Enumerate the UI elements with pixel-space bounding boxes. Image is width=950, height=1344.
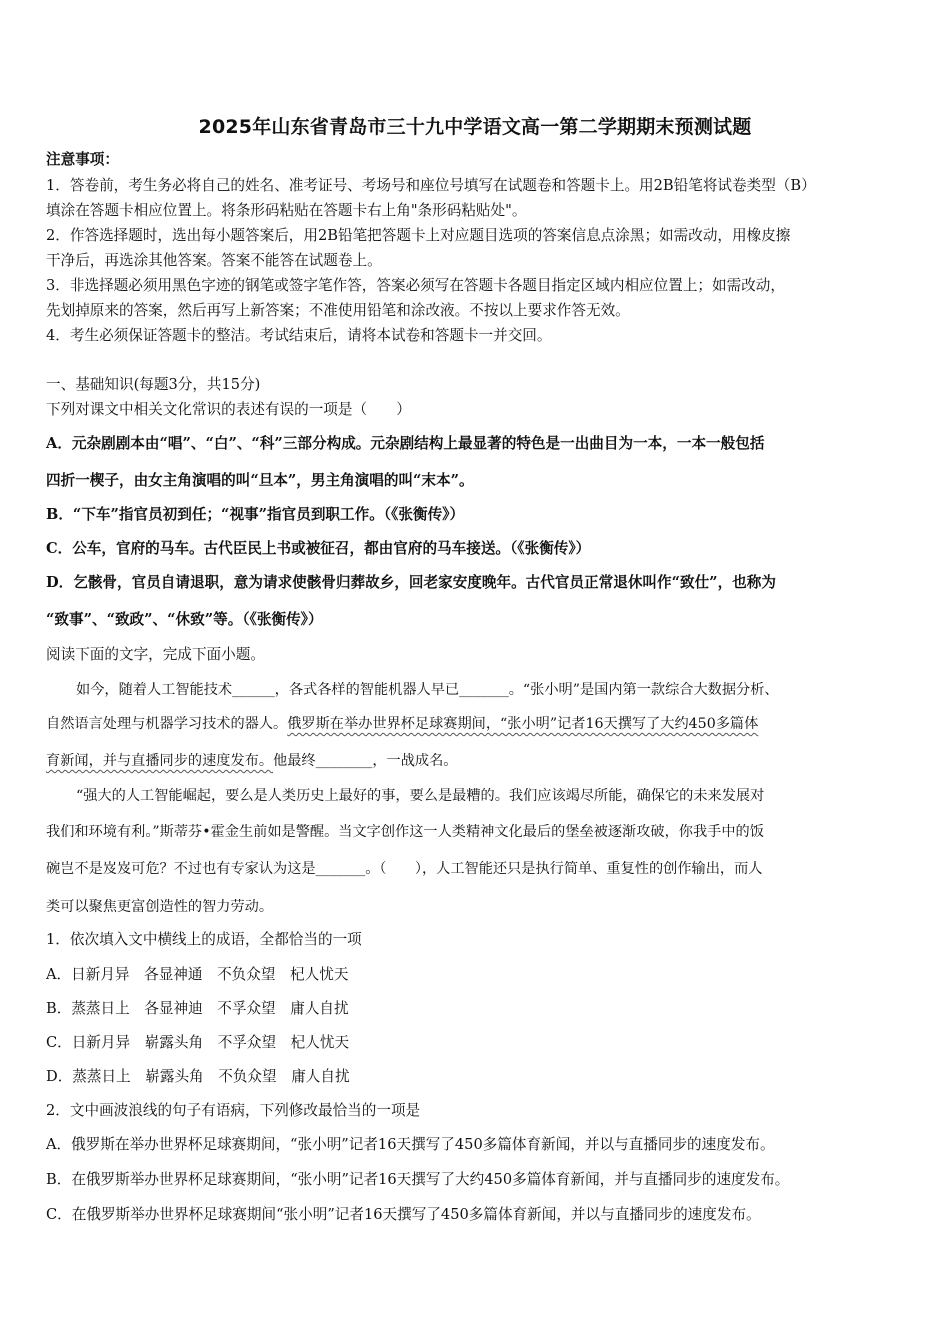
passage-line: 如今，随着人工智能技术______，各式各样的智能机器人早已_______。“张小明”是国内第一款综合大数据分析、 bbox=[76, 682, 779, 698]
passage-line bbox=[46, 714, 758, 734]
q2-option-a: A．俄罗斯在举办世界杯足球赛期间，“张小明”记者16天撰写了450多篇体育新闻，并以与直播同步的速度发布。 bbox=[46, 1136, 775, 1153]
passage-line: 类可以聚焦更富创造性的智力劳动。 bbox=[46, 899, 274, 915]
q1-option-d: D．蒸蒸日上 崭露头角 不负众望 庸人自扰 bbox=[46, 1068, 350, 1085]
page-title: 2025年山东省青岛市三十九中学语文高一第二学期期末预测试题 bbox=[198, 116, 752, 138]
notice-item: 先划掉原来的答案，然后再写上新答案；不准使用铅笔和涂改液。不按以上要求作答无效。 bbox=[46, 302, 630, 319]
notice-item: 填涂在答题卡相应位置上。将条形码粘贴在答题卡右上角"条形码粘贴处"。 bbox=[46, 202, 527, 219]
q2-option-b: B．在俄罗斯举办世界杯足球赛期间，“张小明”记者16天撰写了大约450多篇体育新闻，并与直播同步的速度发布。 bbox=[46, 1171, 790, 1188]
wavy-underlined-sentence: 育新闻，并与直播同步的速度发布。 bbox=[46, 753, 274, 769]
option-a-continued: 四折一楔子，由女主角演唱的叫“旦本”，男主角演唱的叫“末本”。 bbox=[46, 472, 474, 489]
section-heading: 一、基础知识(每题3分，共15分) bbox=[46, 376, 261, 393]
passage-text: 他最终________，一战成名。 bbox=[273, 753, 458, 769]
notice-item: 2．作答选择题时，选出每小题答案后，用2B铅笔把答题卡上对应题目选项的答案信息点涂黑；如需改动，用橡皮擦 bbox=[46, 227, 791, 244]
notice-item: 干净后，再选涂其他答案。答案不能答在试题卷上。 bbox=[46, 252, 382, 269]
notice-item: 1．答卷前，考生务必将自己的姓名、准考证号、考场号和座位号填写在试题卷和答题卡上。用2B铅笔将试卷类型（B） bbox=[46, 177, 816, 194]
option-a: A．元杂剧剧本由“唱”、“白”、“科”三部分构成。元杂剧结构上最显著的特色是一出曲目为一本，一本一般包括 bbox=[46, 435, 765, 452]
option-c: C．公车，官府的马车。古代臣民上书或被征召，都由官府的马车接送。（《张衡传》） bbox=[46, 540, 591, 557]
q2-option-c: C．在俄罗斯举办世界杯足球赛期间“张小明”记者16天撰写了450多篇体育新闻，并以与直播同步的速度发布。 bbox=[46, 1206, 761, 1223]
notice-item: 3．非选择题必须用黑色字迹的钢笔或签字笔作答，答案必须写在答题卡各题目指定区域内相应位置上；如需改动， bbox=[46, 277, 785, 294]
question-stem: 下列对课文中相关文化常识的表述有误的一项是（ ） bbox=[46, 401, 411, 418]
passage-line bbox=[46, 751, 457, 771]
reading-intro: 阅读下面的文字，完成下面小题。 bbox=[46, 646, 265, 663]
option-d-continued: “致事”、“致政”、“休致”等。（《张衡传》） bbox=[46, 611, 323, 628]
passage-line: 碗岂不是岌岌可危？不过也有专家认为这是_______。（ ），人工智能还只是执行简单、重复性的创作输出，而人 bbox=[46, 861, 763, 877]
q1-option-a: A．日新月异 各显神通 不负众望 杞人忧天 bbox=[46, 966, 349, 983]
q1-stem: 1．依次填入文中横线上的成语，全都恰当的一项 bbox=[46, 931, 362, 948]
option-d: D．乞骸骨，官员自请退职，意为请求使骸骨归葬故乡，回老家安度晚年。古代官员正常退休叫作“致仕”，也称为 bbox=[46, 574, 776, 591]
passage-line: “强大的人工智能崛起，要么是人类历史上最好的事，要么是最糟的。我们应该竭尽所能，确保它的未来发展对 bbox=[76, 788, 765, 804]
q1-option-b: B．蒸蒸日上 各显神迪 不孚众望 庸人自扰 bbox=[46, 1000, 349, 1017]
wavy-underlined-sentence: 俄罗斯在举办世界杯足球赛期间，“张小明”记者16天撰写了大约450多篇体 bbox=[287, 716, 759, 732]
passage-text: 自然语言处理与机器学习技术的器人。 bbox=[46, 716, 288, 732]
q2-stem: 2．文中画波浪线的句子有语病，下列修改最恰当的一项是 bbox=[46, 1102, 421, 1119]
notice-item: 4．考生必须保证答题卡的整洁。考试结束后，请将本试卷和答题卡一并交回。 bbox=[46, 327, 552, 344]
notice-heading: 注意事项： bbox=[46, 151, 119, 168]
passage-line: 我们和环境有利。”斯蒂芬•霍金生前如是警醒。当文字创作这一人类精神文化最后的堡垒被逐渐攻破，你我手中的饭 bbox=[46, 824, 764, 840]
q1-option-c: C．日新月异 崭露头角 不孚众望 杞人忧天 bbox=[46, 1034, 350, 1051]
option-b: B．“下车”指官员初到任；“视事”指官员到职工作。（《张衡传》） bbox=[46, 506, 465, 523]
